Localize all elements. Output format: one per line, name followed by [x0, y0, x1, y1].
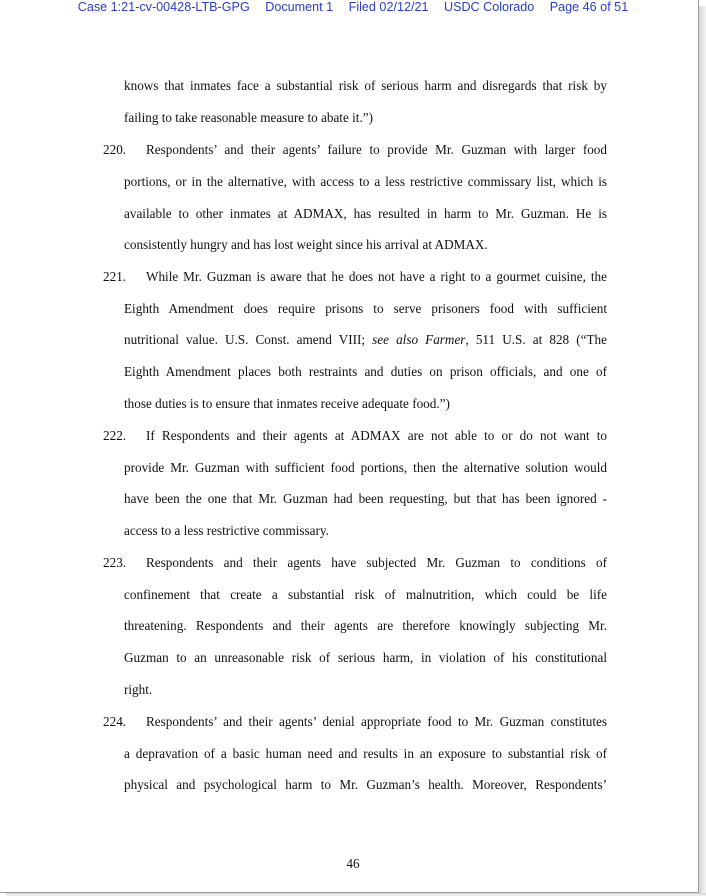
text-run: , 511 U.S. at 828 (“The [465, 332, 607, 347]
paragraph-line: access to a less restrictive commissary. [124, 523, 329, 538]
paragraph-line: consistently hungry and has lost weight since his arrival at ADMAX. [124, 237, 488, 252]
paragraph-line: Guzman to an unreasonable risk of serious harm, in violation of his constitutional [124, 650, 607, 665]
filed-date: Filed 02/12/21 [348, 0, 429, 14]
paragraph-line: portions, or in the alternative, with access to a less restrictive commissary list, which is [124, 174, 607, 189]
paragraph-line: While Mr. Guzman is aware that he does not have a right to a gourmet cuisine, the [146, 269, 607, 284]
italic-citation: see also Farmer [372, 332, 466, 347]
paragraph-line: Eighth Amendment does require prisons to serve prisoners food with sufficient [124, 301, 607, 316]
paragraph-line: Respondents and their agents have subjected Mr. Guzman to conditions of [146, 555, 607, 570]
paragraph-line: Respondents’ and their agents’ denial appropriate food to Mr. Guzman constitutes [146, 714, 607, 729]
paragraph-line: have been the one that Mr. Guzman had been requesting, but that has been ignored - [124, 491, 607, 506]
court-name: USDC Colorado [443, 0, 535, 14]
document-number: Document 1 [265, 0, 334, 14]
paragraph-line: If Respondents and their agents at ADMAX are not able to or do not want to [146, 428, 607, 443]
paragraph-line: Respondents’ and their agents’ failure to provide Mr. Guzman with larger food [146, 142, 607, 157]
text-run: nutritional value. U.S. Const. amend VIII; [124, 332, 373, 347]
court-filing-header [0, 0, 706, 14]
paragraph-number: 223. [103, 555, 127, 570]
page-shadow-right [699, 6, 706, 896]
page-count: Page 46 of 51 [549, 0, 629, 14]
paragraph-line: threatening. Respondents and their agents are therefore knowingly subjecting Mr. [124, 618, 607, 633]
paragraph-number: 224. [103, 714, 127, 729]
page-number: 46 [346, 856, 360, 871]
paragraph-number: 221. [103, 269, 127, 284]
paragraph-line: confinement that create a substantial risk of malnutrition, which could be life [124, 587, 607, 602]
paragraph-line: right. [124, 682, 153, 697]
paragraph-line: Eighth Amendment places both restraints and duties on prison officials, and one of [124, 364, 607, 379]
paragraph-line: provide Mr. Guzman with sufficient food portions, then the alternative solution would [124, 460, 607, 475]
paragraph-line: a depravation of a basic human need and results in an exposure to substantial risk of [124, 746, 607, 761]
paragraph-number: 220. [103, 142, 127, 157]
paragraph-line: available to other inmates at ADMAX, has resulted in harm to Mr. Guzman. He is [124, 206, 607, 221]
paragraph-line: those duties is to ensure that inmates receive adequate food.”) [124, 396, 450, 411]
case-number: Case 1:21-cv-00428-LTB-GPG [77, 0, 250, 14]
paragraph-number: 222. [103, 428, 127, 443]
continuation-line: failing to take reasonable measure to abate it.”) [124, 110, 373, 125]
continuation-line: knows that inmates face a substantial risk of serious harm and disregards that risk by [124, 78, 607, 93]
paragraph-line-with-citation [124, 332, 607, 348]
paragraph-line: physical and psychological harm to Mr. Guzman’s health. Moreover, Respondents’ [124, 777, 607, 792]
